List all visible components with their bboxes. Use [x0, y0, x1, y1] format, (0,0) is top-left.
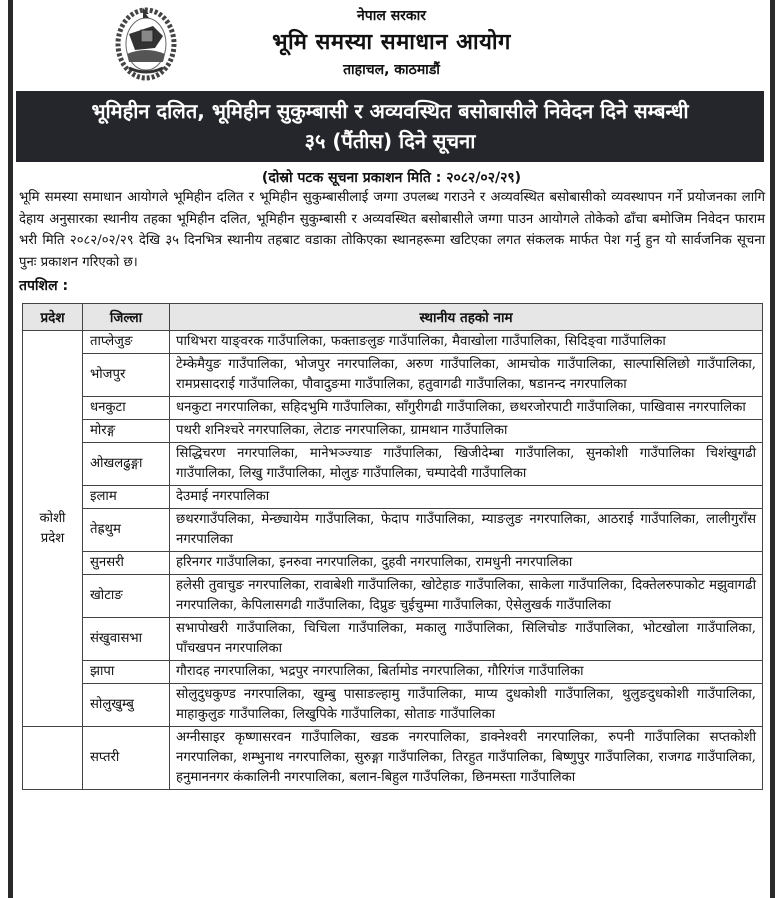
district-cell: धनकुटा — [83, 397, 170, 420]
table-row — [23, 684, 763, 727]
local-levels-cell: धनकुटा नगरपालिका, सहिदभुमि गाउँपालिका, साँगुरीगढी गाउँपालिका, छथरजोरपाटी गाउँपालिका, पाखिवास नगरपालिका — [170, 397, 763, 420]
local-levels-cell: अग्नीसाइर कृष्णासरवन गाउँपालिका, खडक नगरपालिका, डाक्नेश्वरी नगरपालिका, रुपनी गाउँपालिका सप्तकोशी नगरपालिका, शम्भुनाथ नगरपालिका, सुरुङ्गा गाउँपालिका, तिरहुत गाउँपालिका, बिष्णुपुर गाउँपालिका, राजगढ गाउँपालिका, हनुमाननगर कंकालिनी नगरपालिका, बलान-बिहुल गाउँपलिका, छिनमस्ता गाउँपालिका — [170, 727, 763, 790]
page-border-right — [770, 0, 775, 898]
district-cell: भोजपुर — [83, 354, 170, 397]
details-label: तपशिल : — [19, 278, 69, 294]
province-cell: कोशी प्रदेश — [23, 331, 83, 727]
table-row — [23, 618, 763, 661]
local-levels-cell: सिद्धिचरण नगरपालिका, मानेभञ्ज्याङ गाउँपालिका, खिजीदेम्बा गाउँपालिका, सुनकोशी गाउँपालिका चिशंखुगढी गाउँपालिका, लिखु गाउँपालिका, मोलुङ गाउँपालिका, चम्पादेवी गाउँपालिका — [170, 443, 763, 486]
district-cell: ओखलढुङ्गा — [83, 443, 170, 486]
local-levels-cell: देउमाई नगरपालिका — [170, 486, 763, 509]
notice-page — [13, 0, 770, 898]
table-row — [23, 575, 763, 618]
header-district: जिल्ला — [83, 304, 170, 331]
government-name: नेपाल सरकार — [356, 8, 426, 24]
notice-title-line2: ३५ (पैंतीस) दिने सूचना — [304, 129, 476, 153]
district-cell: तेह्रथुम — [83, 509, 170, 552]
letterhead — [13, 0, 770, 88]
table-row — [23, 397, 763, 420]
table-header-row — [23, 304, 763, 331]
local-levels-cell: सभापोखरी गाउँपालिका, चिचिला गाउँपालिका, मकालु गाउँपालिका, सिलिचोङ गाउँपालिका, भोटखोला गाउँपालिका, पाँचखपन नगरपालिका — [170, 618, 763, 661]
district-cell: सोलुखुम्बु — [83, 684, 170, 727]
publication-date: (दोस्रो पटक सूचना प्रकाशन मिति : २०८२/०२/२९) — [261, 170, 522, 186]
organization-name: भूमि समस्या समाधान आयोग — [272, 30, 511, 55]
notice-title-line1: भूमिहीन दलित, भूमिहीन सुकुम्बासी र अव्यवस्थित बसोबासीले निवेदन दिने सम्बन्धी — [91, 99, 689, 123]
district-cell: खोटाङ — [83, 575, 170, 618]
province-cell — [23, 727, 83, 790]
local-levels-cell: हरिनगर गाउँपालिका, इनरुवा नगरपालिका, दुहवी नगरपालिका, रामधुनी नगरपालिका — [170, 552, 763, 575]
district-cell: सप्तरी — [83, 727, 170, 790]
local-levels-cell: पाथिभरा याङ्वरक गाउँपालिका, फक्ताङलुङ गाउँपालिका, मैवाखोला गाउँपालिका, सिदिङ्वा गाउँपालिका — [170, 331, 763, 354]
local-levels-table — [22, 303, 763, 790]
table-row — [23, 420, 763, 443]
district-cell: मोरङ्ग — [83, 420, 170, 443]
district-cell: झापा — [83, 661, 170, 684]
local-levels-cell: गौरादह नगरपालिका, भद्रपुर नगरपालिका, बिर्तामोड नगरपालिका, गौरिगंज गाउँपालिका — [170, 661, 763, 684]
table-row — [23, 443, 763, 486]
table-row — [23, 552, 763, 575]
local-levels-cell: सोलुदुधकुण्ड नगरपालिका, खुम्बु पासाङल्हामु गाउँपालिका, माप्य दुधकोशी गाउँपालिका, थुलुङदुधकोशी गाउँपालिका, माहाकुलुङ गाउँपालिका, लिखुपिके गाउँपालिका, सोताङ गाउँपालिका — [170, 684, 763, 727]
table-row — [23, 331, 763, 354]
local-levels-cell: छथरगाउँपलिका, मेन्छ्यायेम गाउँपालिका, फेदाप गाउँपालिका, म्याङलुङ नगरपालिका, आठराई गाउँपालिका, लालीगुराँस नगरपालिका — [170, 509, 763, 552]
table-row — [23, 354, 763, 397]
local-levels-cell: टेम्केमैयुङ गाउँपालिका, भोजपुर नगरपालिका, अरुण गाउँपालिका, आमचोक गाउँपालिका, साल्पासिलिछो गाउँपालिका, रामप्रसादराई गाउँपालिका, पौवादुङमा गाउँपालिका, हतुवागढी गाउँपालिका, षडानन्द नगरपालिका — [170, 354, 763, 397]
organization-location: ताहाचल, काठमाडौं — [343, 62, 440, 78]
district-cell: सुनसरी — [83, 552, 170, 575]
local-levels-cell: हलेसी तुवाचुङ नगरपालिका, रावाबेशी गाउँपालिका, खोटेहाङ गाउँपालिका, साकेला गाउँपालिका, दिक्तेलरुपाकोट मझुवागढी नगरपालिका, केपिलासगढी गाउँपालिका, दिप्रुङ चुईचुम्मा गाउँपालिका, ऐसेलुखर्क गाउँपालिका — [170, 575, 763, 618]
table-row — [23, 727, 763, 790]
district-cell: इलाम — [83, 486, 170, 509]
local-levels-cell: पथरी शनिश्चरे नगरपालिका, लेटाङ नगरपालिका, ग्रामथान गाउँपालिका — [170, 420, 763, 443]
notice-body: भूमि समस्या समाधान आयोगले भूमिहीन दलित र भूमिहीन सुकुम्बासीलाई जग्गा उपलब्ध गराउने र अव्यवस्थित बसोबासीको व्यवस्थापन गर्ने प्रयोजनका लागि देहाय अनुसारका स्थानीय तहका भूमिहीन दलित, भूमिहीन सुकुम्बासी र अव्यवस्थित बसोबासीले जग्गा पाउन आयोगले तोकेको ढाँचा बमोजिम निवेदन फाराम भरी मिति २०८२/०२/२९ देखि ३५ दिनभित्र स्थानीय तहबाट वडाका तोकिएका स्थानहरूमा खटिएका लगत संकलक मार्फत पेश गर्नु हुन यो सार्वजनिक सूचना पुनः प्रकाशन गरिएको छ। — [19, 190, 765, 270]
table-row — [23, 486, 763, 509]
notice-title-banner — [16, 91, 764, 162]
table-row — [23, 661, 763, 684]
table-row — [23, 509, 763, 552]
header-province: प्रदेश — [23, 304, 83, 331]
district-cell: ताप्लेजुङ — [83, 331, 170, 354]
header-local-level: स्थानीय तहको नाम — [170, 304, 763, 331]
district-cell: संखुवासभा — [83, 618, 170, 661]
